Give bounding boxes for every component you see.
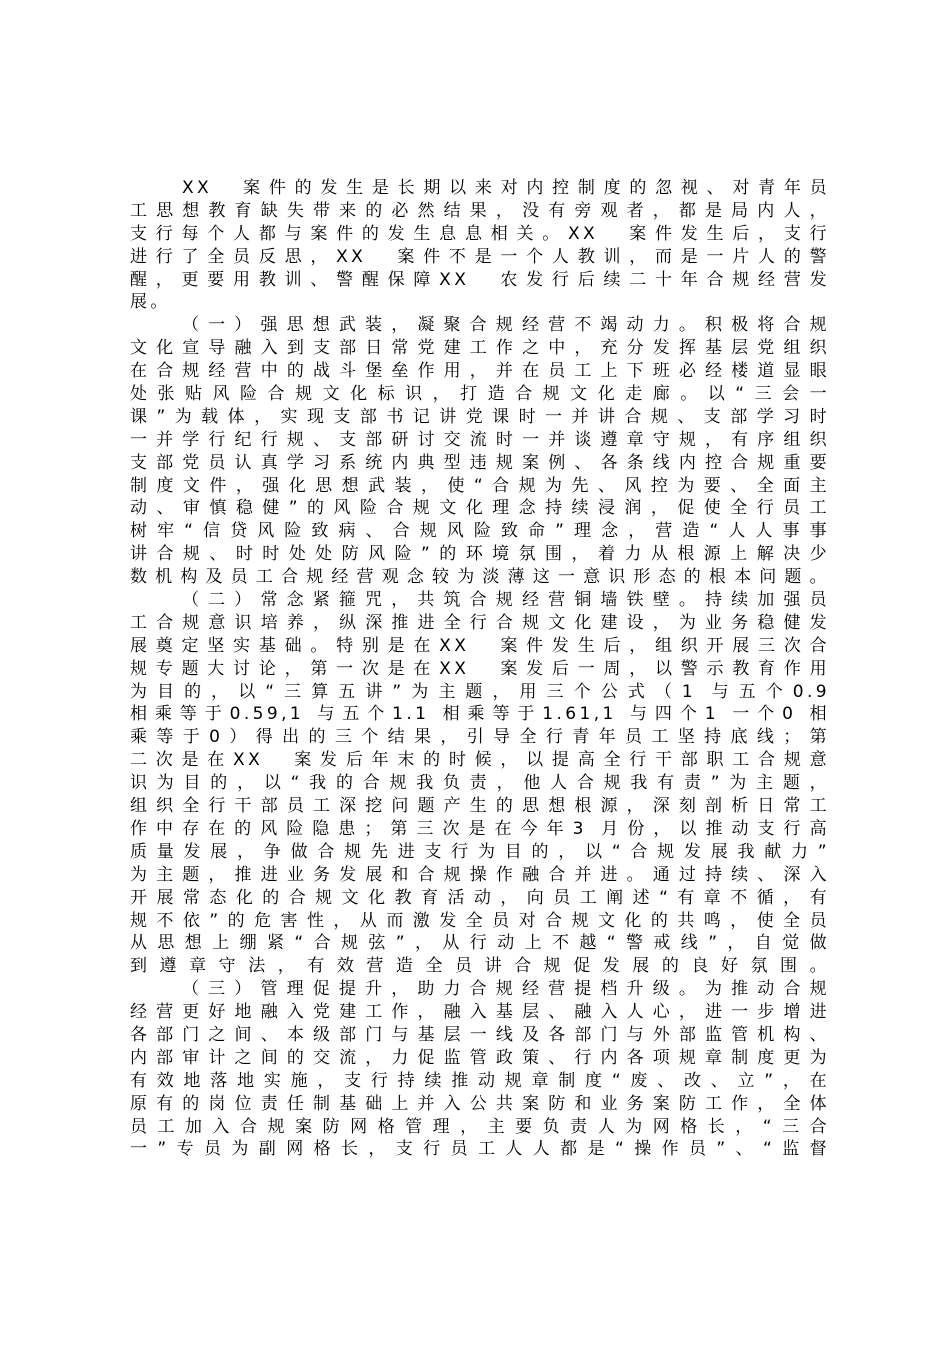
text-line: 从思想上绷紧“合规弦”，从行动上不越“警戒线”，自觉做 (130, 933, 830, 954)
text-line: XX 案件的发生是长期以来对内控制度的忽视、对青年员 (182, 178, 830, 198)
text-line: 各部门之间、本级部门与基层一线及各部门与外部监管机构、 (130, 1024, 830, 1045)
text-line: 到遵章守法，有效营造全员讲合规促发展的良好氛围。 (130, 956, 830, 977)
text-line: 支行每个人都与案件的发生息息相关。XX 案件发生后，支行 (130, 223, 830, 244)
text-line: 工合规意识培养，纵深推进全行合规文化建设，为业务稳健发 (130, 612, 830, 633)
text-line: 一并学行纪行规、支部研讨交流时一并谈遵章守规，有序组织 (130, 429, 830, 450)
text-line: （二）常念紧箍咒，共筑合规经营铜墙铁壁。持续加强员 (182, 590, 830, 611)
text-line: 课”为载体，实现支部书记讲党课时一并讲合规、支部学习时 (130, 406, 830, 427)
text-line: 讲合规、时时处处防风险”的环境氛围，着力从根源上解决少 (130, 544, 830, 565)
text-line: 展。 (130, 292, 171, 313)
text-line: 文化宣导融入到支部日常党建工作之中，充分发挥基层党组织 (130, 338, 830, 359)
text-line: 开展常态化的合规文化教育活动，向员工阐述“有章不循，有 (130, 887, 830, 908)
text-line: 为主题，推进业务发展和合规操作融合并进。通过持续、深入 (130, 864, 830, 885)
text-line: 工思想教育缺失带来的必然结果，没有旁观者，都是局内人， (130, 200, 830, 221)
text-line: 在合规经营中的战斗堡垒作用，并在员工上下班必经楼道显眼 (130, 361, 830, 382)
text-line: 原有的岗位责任制基础上并入公共案防和业务案防工作，全体 (130, 1093, 830, 1114)
paragraph-2 (130, 314, 830, 589)
paragraph-4 (130, 978, 830, 1161)
text-line: 规不依”的危害性，从而激发全员对合规文化的共鸣，使全员 (130, 910, 830, 931)
document-body (130, 177, 830, 1161)
text-line: 内部审计之间的交流，力促监管政策、行内各项规章制度更为 (130, 1047, 830, 1068)
text-line: 规专题大讨论，第一次是在XX 案发后一周，以警示教育作用 (130, 658, 830, 679)
text-line: 进行了全员反思，XX 案件不是一个人教训，而是一片人的警 (130, 246, 830, 267)
text-line: 乘等于0）得出的三个结果，引导全行青年员工坚持底线；第 (130, 727, 830, 748)
text-line: 展奠定坚实基础。特别是在XX 案件发生后，组织开展三次合 (130, 635, 830, 656)
text-line: 处张贴风险合规文化标识，打造合规文化走廊。以“三会一 (130, 384, 830, 405)
text-line: 相乘等于0.59,1 与五个1.1 相乘等于1.61,1 与四个1 一个0 相 (130, 704, 830, 725)
paragraph-1 (130, 177, 830, 314)
text-line: 员工加入合规案防网格管理，主要负责人为网格长，“三合 (130, 1116, 830, 1137)
text-line: 二次是在XX 案发后年末的时候，以提高全行干部职工合规意 (130, 750, 830, 771)
text-line: 为目的，以“三算五讲”为主题，用三个公式（1 与五个0.9 (130, 681, 830, 702)
text-line: 一”专员为副网格长，支行员工人人都是“操作员”、“监督 (130, 1139, 830, 1160)
text-line: 质量发展，争做合规先进支行为目的，以“合规发展我献力” (130, 841, 830, 862)
text-line: 识为目的，以“我的合规我负责，他人合规我有责”为主题， (130, 773, 830, 794)
text-line: 制度文件，强化思想武装，使“合规为先、风控为要、全面主 (130, 475, 830, 496)
paragraph-3 (130, 589, 830, 978)
text-line: 组织全行干部员工深挖问题产生的思想根源，深刻剖析日常工 (130, 796, 830, 817)
text-line: 有效地落地实施，支行持续推动规章制度“废、改、立”，在 (130, 1070, 830, 1091)
text-line: 树牢“信贷风险致病、合规风险致命”理念，营造“人人事事 (130, 521, 830, 542)
text-line: （三）管理促提升，助力合规经营提档升级。为推动合规 (182, 979, 830, 1000)
text-line: 作中存在的风险隐患；第三次是在今年3 月份，以推动支行高 (130, 818, 830, 839)
text-line: 动、审慎稳健”的风险合规文化理念持续浸润，促使全行员工 (130, 498, 830, 519)
text-line: 数机构及员工合规经营观念较为淡薄这一意识形态的根本问题。 (130, 567, 830, 588)
text-line: （一）强思想武装，凝聚合规经营不竭动力。积极将合规 (182, 315, 830, 336)
text-line: 经营更好地融入党建工作，融入基层、融入人心，进一步增进 (130, 1002, 830, 1023)
text-line: 醒，更要用教训、警醒保障XX 农发行后续二十年合规经营发 (130, 269, 830, 290)
text-line: 支部党员认真学习系统内典型违规案例、各条线内控合规重要 (130, 452, 830, 473)
